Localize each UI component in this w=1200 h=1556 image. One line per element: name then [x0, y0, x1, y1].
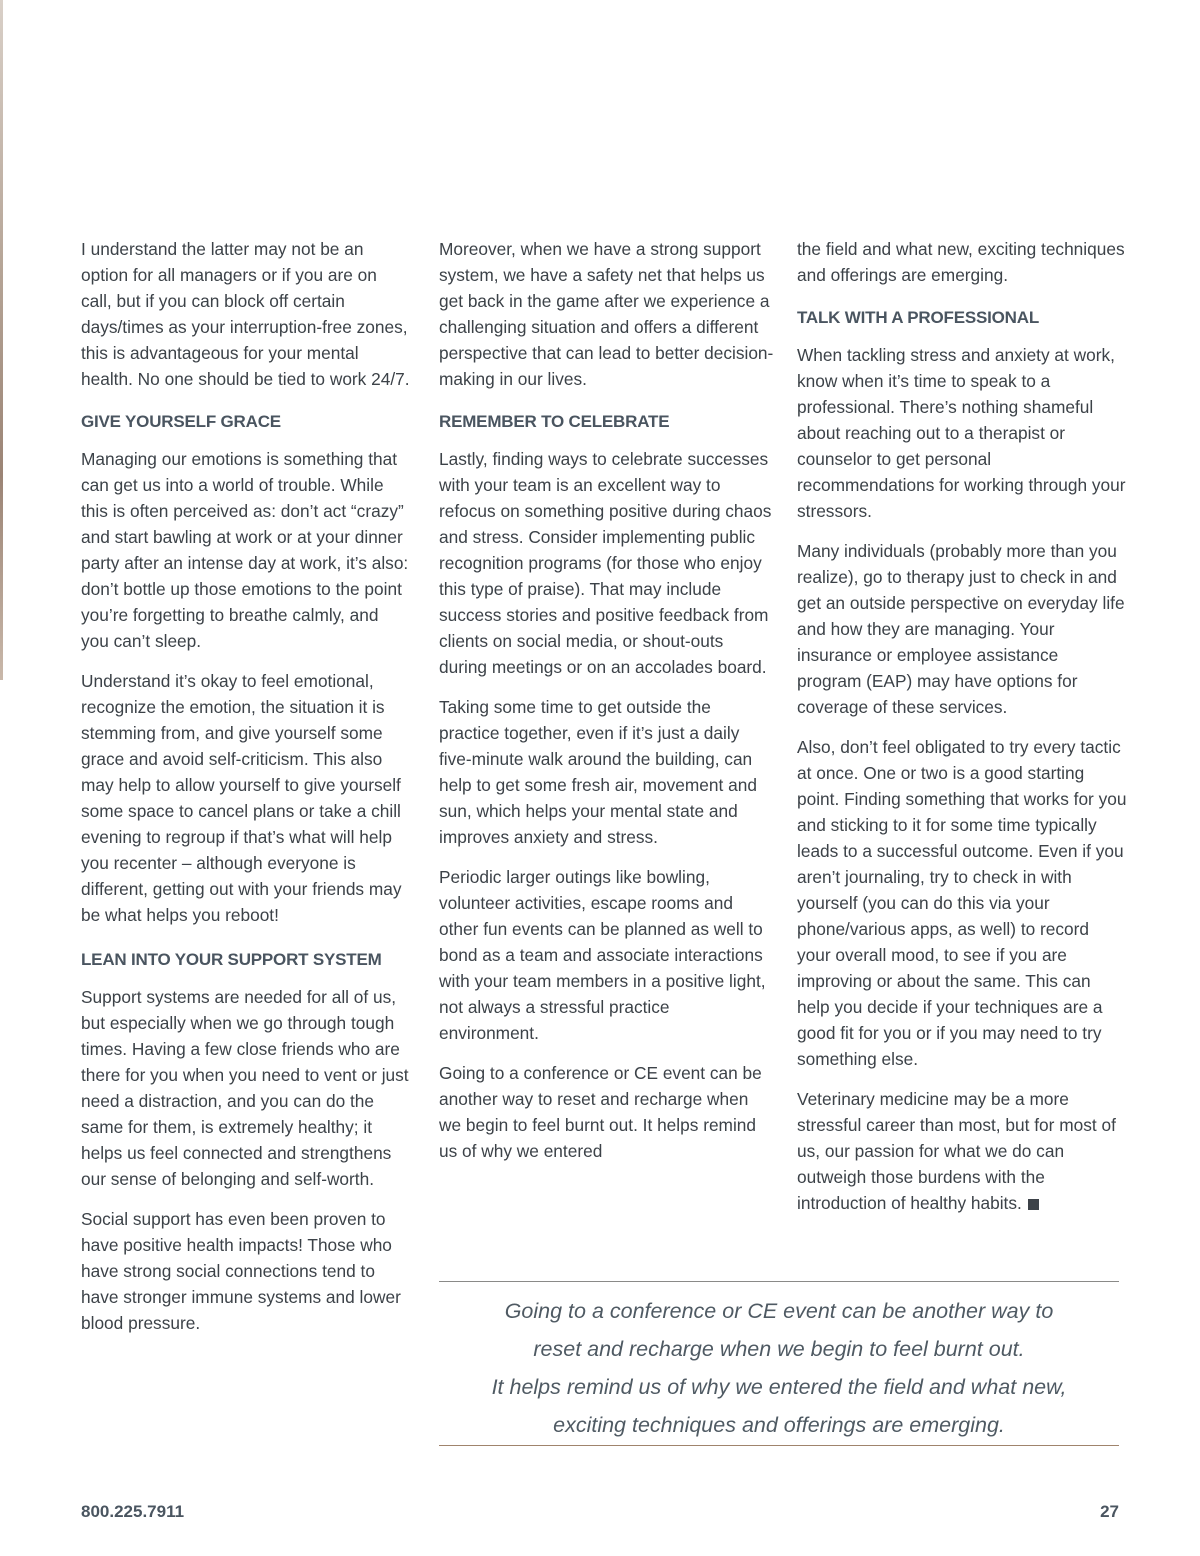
paragraph: I understand the latter may not be an option for all managers or if you are on call, but if you can block off certain days/times as your interruption-free zones, this is advantageous for your mental health. No one should be tied to work 24/7.	[81, 239, 410, 389]
end-of-article-mark	[1028, 1199, 1039, 1210]
section-heading-remember-to-celebrate: REMEMBER TO CELEBRATE	[439, 412, 670, 431]
article-column-2	[439, 236, 774, 1178]
section-heading-lean-into-support: LEAN INTO YOUR SUPPORT SYSTEM	[81, 950, 382, 969]
final-paragraph-text: Veterinary medicine may be a more stressful career than most, but for most of us, our passion for what we do can outweigh those burdens with the introduction of healthy habits.	[797, 1089, 1116, 1213]
page-edge-strip	[0, 0, 3, 680]
pull-quote-line: exciting techniques and offerings are emerging.	[553, 1413, 1005, 1437]
paragraph: Social support has even been proven to have positive health impacts! Those who have strong social connections tend to have stronger immune systems and lower blood pressure.	[81, 1209, 401, 1333]
paragraph: Lastly, finding ways to celebrate successes with your team is an excellent way to refocus on something positive during chaos and stress. Consider implementing public recognition programs (for those who enjoy this type of praise). That may include success stories and positive feedback from clients on social media, or shout-outs during meetings or on an accolades board.	[439, 449, 772, 677]
footer-phone-number: 800.225.7911	[81, 1502, 185, 1521]
paragraph: Managing our emotions is something that can get us into a world of trouble. While this is often perceived as: don’t act “crazy” and start bawling at work or at your dinner party after an intense day at work, it’s also: don’t bottle up those emotions to the point you’re forgetting to breathe calmly, and you can’t sleep.	[81, 449, 409, 651]
paragraph: Moreover, when we have a strong support system, we have a safety net that helps us get back in the game after we experience a challenging situation and offers a different perspective that can lead to better decision-making in our lives.	[439, 239, 774, 389]
footer-page-number: 27	[1100, 1502, 1119, 1521]
paragraph: Also, don’t feel obligated to try every tactic at once. One or two is a good starting point. Finding something that works for you and sticking to it for some time typically leads to a successful outcome. Even if you aren’t journaling, try to check in with yourself (you can do this via your phone/various apps, as well) to record your overall mood, to see if you are improving or about the same. This can help you decide if your techniques are a good fit for you or if you may need to try something else.	[797, 737, 1127, 1069]
article-column-3	[797, 236, 1127, 1230]
pull-quote	[439, 1281, 1119, 1446]
paragraph: When tackling stress and anxiety at work, know when it’s time to speak to a professional. There’s nothing shameful about reaching out to a therapist or counselor to get personal recommendations for working through your stressors.	[797, 345, 1126, 521]
paragraph: Support systems are needed for all of us, but especially when we go through tough times. Having a few close friends who are there for you when you need to vent or just need a distraction, and you can do the same for them, is extremely healthy; it helps us feel connected and strengthens our sense of belonging and self-worth.	[81, 987, 409, 1189]
paragraph: Many individuals (probably more than you realize), go to therapy just to check in and get an outside perspective on everyday life and how they are managing. Your insurance or employee assistance program (EAP) may have options for coverage of these services.	[797, 541, 1125, 717]
paragraph: Periodic larger outings like bowling, volunteer activities, escape rooms and other fun events can be planned as well to bond as a team and associate interactions with your team members in a positive light, not always a stressful practice environment.	[439, 867, 766, 1043]
paragraph: Going to a conference or CE event can be another way to reset and recharge when we begin to feel burnt out. It helps remind us of why we entered	[439, 1063, 762, 1161]
pull-quote-line: reset and recharge when we begin to feel burnt out.	[533, 1337, 1025, 1361]
section-heading-give-yourself-grace: GIVE YOURSELF GRACE	[81, 412, 281, 431]
pull-quote-text	[439, 1292, 1119, 1444]
paragraph: Understand it’s okay to feel emotional, recognize the emotion, the situation it is stemming from, and give yourself some grace and avoid self-criticism. This also may help to allow yourself to give yourself some space to cancel plans or take a chill evening to regroup if that’s what will help you recenter – although everyone is different, getting out with your friends may be what helps you reboot!	[81, 671, 402, 925]
paragraph: Taking some time to get outside the practice together, even if it’s just a daily five-minute walk around the building, can help to get some fresh air, movement and sun, which helps your mental state and improves anxiety and stress.	[439, 697, 757, 847]
pull-quote-line: Going to a conference or CE event can be another way to	[504, 1299, 1054, 1323]
article-column-1	[81, 236, 411, 1350]
final-paragraph	[797, 1086, 1127, 1216]
pull-quote-line: It helps remind us of why we entered the field and what new,	[491, 1375, 1067, 1399]
section-heading-talk-with-professional: TALK WITH A PROFESSIONAL	[797, 308, 1039, 327]
paragraph: the field and what new, exciting techniques and offerings are emerging.	[797, 239, 1125, 285]
